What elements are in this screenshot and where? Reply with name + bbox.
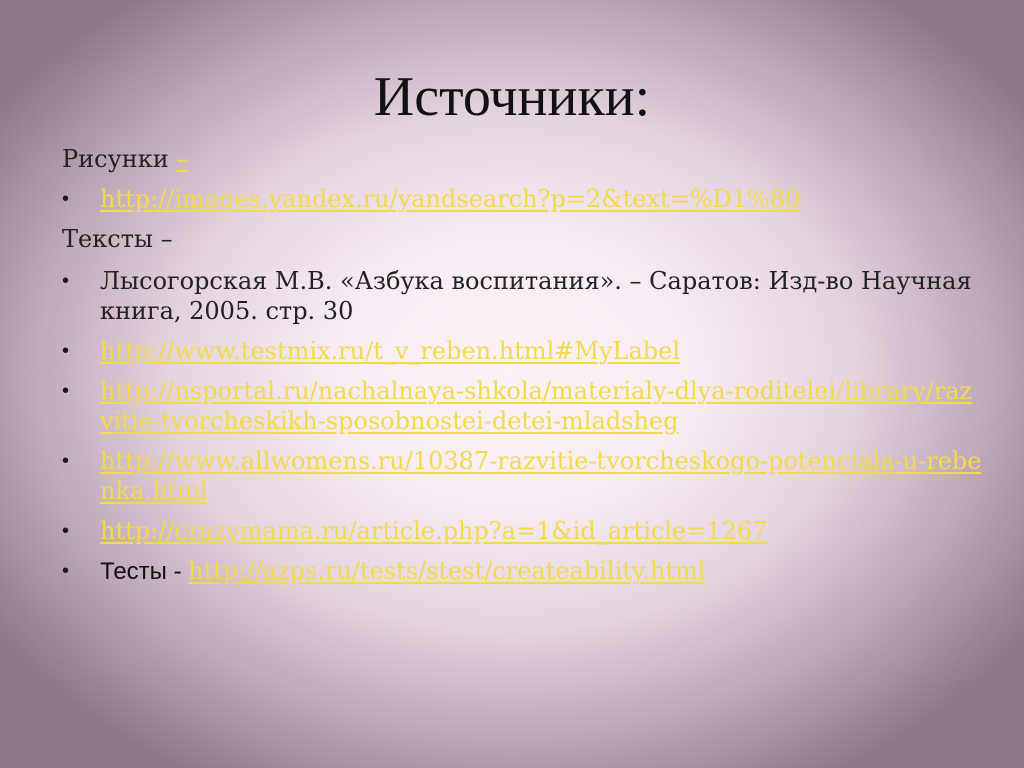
pictures-heading [62,144,982,174]
slide-title: Источники: [373,66,651,128]
bullet-icon: • [62,520,70,542]
link-crazymama[interactable]: http://crazymama.ru/article.php?a=1&id_article=1267 [100,517,768,545]
list-item [62,556,982,587]
list-item [62,376,982,436]
bullet-icon: • [62,450,70,472]
pictures-label: Рисунки [62,145,169,173]
bullet-icon: • [62,380,70,402]
texts-heading: Тексты – [62,225,173,253]
bullet-icon: • [62,340,70,362]
list-item [62,184,982,214]
list-item [62,266,982,326]
link-allwomens[interactable]: http://www.allwomens.ru/10387-razvitie-tvorcheskogo-potenciala-u-rebenka.html [100,447,982,505]
citation-text: Лысогорская М.В. «Азбука воспитания». – Саратов: Изд-во Научная книга, 2005. стр. 30 [100,267,972,325]
list-item [62,446,982,506]
link-testmix[interactable]: http://www.testmix.ru/t_v_reben.html#MyLabel [100,337,680,365]
list-item [62,336,982,366]
bullet-icon: • [62,270,70,292]
tests-label: Тесты - [100,558,189,585]
link-nsportal[interactable]: http://nsportal.ru/nachalnaya-shkola/materialy-dlya-roditelei/library/razvitie-tvorcheskikh-sposobnostei-detei-mladsheg [100,377,973,435]
list-item [62,516,982,546]
slide-content [62,140,982,587]
pictures-dash-link[interactable]: – [176,145,189,173]
link-yandex-images[interactable]: http://images.yandex.ru/yandsearch?p=2&text=%D1%80 [100,185,801,213]
link-azps-tests[interactable]: http://azps.ru/tests/stest/createability.html [188,557,706,585]
bullet-icon: • [62,560,70,582]
bullet-icon: • [62,188,70,210]
